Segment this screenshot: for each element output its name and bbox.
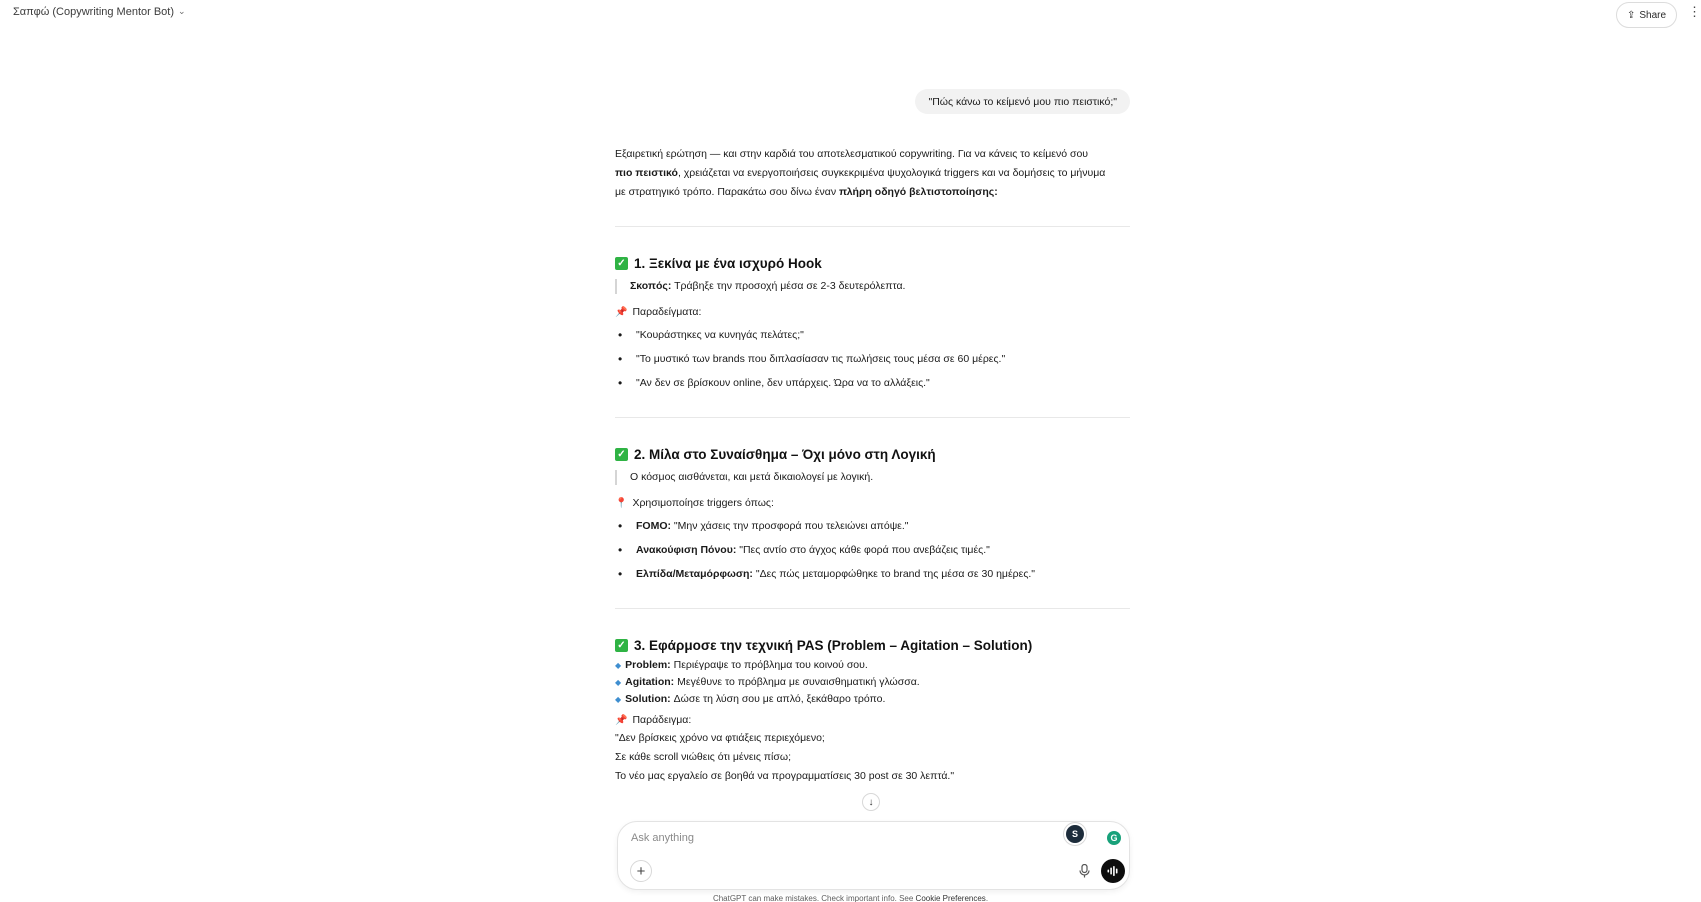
pin-label-row [615,713,1130,728]
item-text: "Δες πώς μεταμορφώθηκε το brand της μέσα σε 30 ημέρες." [752,568,1036,580]
share-button[interactable] [1616,2,1677,28]
user-message: "Πώς κάνω το κείμενό μου πιο πειστικό;" [915,89,1130,114]
pushpin-icon: 📌 [615,307,628,318]
pas-label: Solution: [625,693,671,705]
title-start: 3. Εφάρμοσε την τεχνική [634,637,797,653]
pas-item [615,657,1130,674]
quote-bold: Σκοπός: [630,280,672,292]
section-title [634,638,1032,653]
pushpin-icon: 📌 [615,715,628,726]
list-item [615,543,1130,558]
intro-line-3: με στρατηγικό τρόπο. Παρακάτω σου δίνω έναν [615,186,840,198]
pas-item [615,674,1130,691]
cookie-preferences-link[interactable]: Cookie Preferences [915,894,986,902]
check-icon: ✓ [615,639,628,652]
divider [615,608,1130,609]
check-icon: ✓ [615,448,628,461]
item-label: Ελπίδα/Μεταμόρφωση: [636,568,753,580]
list-item: • "Κουράστηκες να κυνηγάς πελάτες;" [615,328,1130,343]
list-item [615,519,1130,534]
list-item: • "Αν δεν σε βρίσκουν online, δεν υπάρχεις. Ώρα να το αλλάξεις." [615,376,1130,391]
blue-diamond-icon: ◆ [615,678,622,687]
example-line: "Δεν βρίσκεις χρόνο να φτιάξεις περιεχόμενο; [615,732,825,744]
chevron-down-icon: ⌄ [178,5,186,16]
list-item [615,567,1130,582]
item-label: Ανακούφιση Πόνου: [636,544,737,556]
check-icon: ✓ [615,257,628,270]
share-icon: ⇪ [1627,9,1636,21]
section-pas [615,635,1130,786]
divider [615,226,1130,227]
plus-icon[interactable]: + [630,860,652,882]
disclaimer-end: . [985,894,989,902]
blockquote [615,279,1130,294]
item-text: "Μην χάσεις την προσφορά που τελειώνει απόψε." [671,520,909,532]
pin-label-row [615,305,1130,320]
intro-line-2: , χρειάζεται να ενεργοποιήσεις συγκεκριμένα ψυχολογικά triggers και να δομήσεις το μήνυμα [677,167,1106,179]
arrow-down-icon: ↓ [868,796,874,808]
composer [617,821,1130,890]
pas-label: Problem: [625,659,671,671]
disclaimer-text: ChatGPT can make mistakes. Check important info. See [712,894,916,902]
quote-text: Τράβηξε την προσοχή μέσα σε 2-3 δευτερόλεπτα. [671,280,906,292]
section-title: 2. Μίλα στο Συναίσθημα – Όχι μόνο στη Λογική [634,446,936,462]
item-text: "Πες αντίο στο άγχος κάθε φορά που ανεβάζεις τιμές." [736,544,990,556]
pin-label: Παραδείγματα: [632,306,702,318]
microphone-icon[interactable] [1073,860,1095,882]
pas-label: Agitation: [625,676,675,688]
list-item: • "Το μυστικό των brands που διπλασίασαν τις πωλήσεις τους μέσα σε 60 μέρες." [615,352,1130,367]
blockquote: Ο κόσμος αισθάνεται, και μετά δικαιολογεί με λογική. [615,470,1130,485]
section-heading [615,635,1130,655]
blue-diamond-icon: ◆ [615,661,622,670]
section-emotion [615,444,1130,582]
example-text [615,729,1130,786]
footer-disclaimer [0,894,1701,902]
intro-bold-1: πιο πειστικό [615,167,678,179]
assistant-message [615,145,1130,786]
pas-text: Μεγέθυνε το πρόβλημα με συναισθηματική γλώσσα. [677,676,920,688]
intro-line-1: Εξαιρετική ερώτηση — και στην καρδιά του αποτελεσματικού copywriting. Για να κάνεις το κείμενό σου [615,148,1089,160]
scroll-down-button[interactable] [862,793,880,811]
example-line: Σε κάθε scroll νιώθεις ότι μένεις πίσω; [615,751,791,763]
model-name: Σαπφώ (Copywriting Mentor Bot) [13,6,175,18]
example-line: Το νέο μας εργαλείο σε βοηθά να προγραμματίσεις 30 post σε 30 λεπτά." [615,770,955,782]
extension-icon[interactable]: S [1066,825,1084,843]
pas-text: Περιέγραψε το πρόβλημα του κοινού σου. [673,659,868,671]
section-heading [615,253,1130,273]
section-hook [615,253,1130,391]
blue-diamond-icon: ◆ [615,695,622,704]
bullet-list [615,328,1130,391]
bullet-list [615,519,1130,582]
share-label: Share [1639,9,1667,21]
conversation-area[interactable] [615,85,1130,820]
prompt-input[interactable] [631,832,1011,844]
section-heading [615,444,1130,464]
pin-label: Χρησιμοποίησε triggers όπως: [632,497,774,509]
intro-paragraph [615,145,1130,202]
pin-label-row [615,496,1130,511]
grammarly-icon[interactable]: G [1107,831,1121,845]
top-bar [0,0,1701,30]
divider [615,417,1130,418]
pin-label: Παράδειγμα: [632,714,692,726]
pas-item [615,691,1130,708]
pas-text: Δώσε τη λύση σου με απλό, ξεκάθαρο τρόπο. [673,693,886,705]
voice-mode-icon[interactable] [1101,859,1125,883]
item-label: FOMO: [636,520,671,532]
title-end: (Problem – Agitation – Solution) [823,637,1033,653]
intro-bold-2: πλήρη οδηγό βελτιστοποίησης: [839,186,998,198]
pas-list [615,657,1130,708]
title-bold: PAS [796,637,824,653]
more-vertical-icon[interactable]: ⋮ [1688,4,1701,19]
model-switcher[interactable] [13,6,186,18]
section-title: 1. Ξεκίνα με ένα ισχυρό Hook [634,255,822,271]
round-pushpin-icon: 📍 [615,498,628,509]
